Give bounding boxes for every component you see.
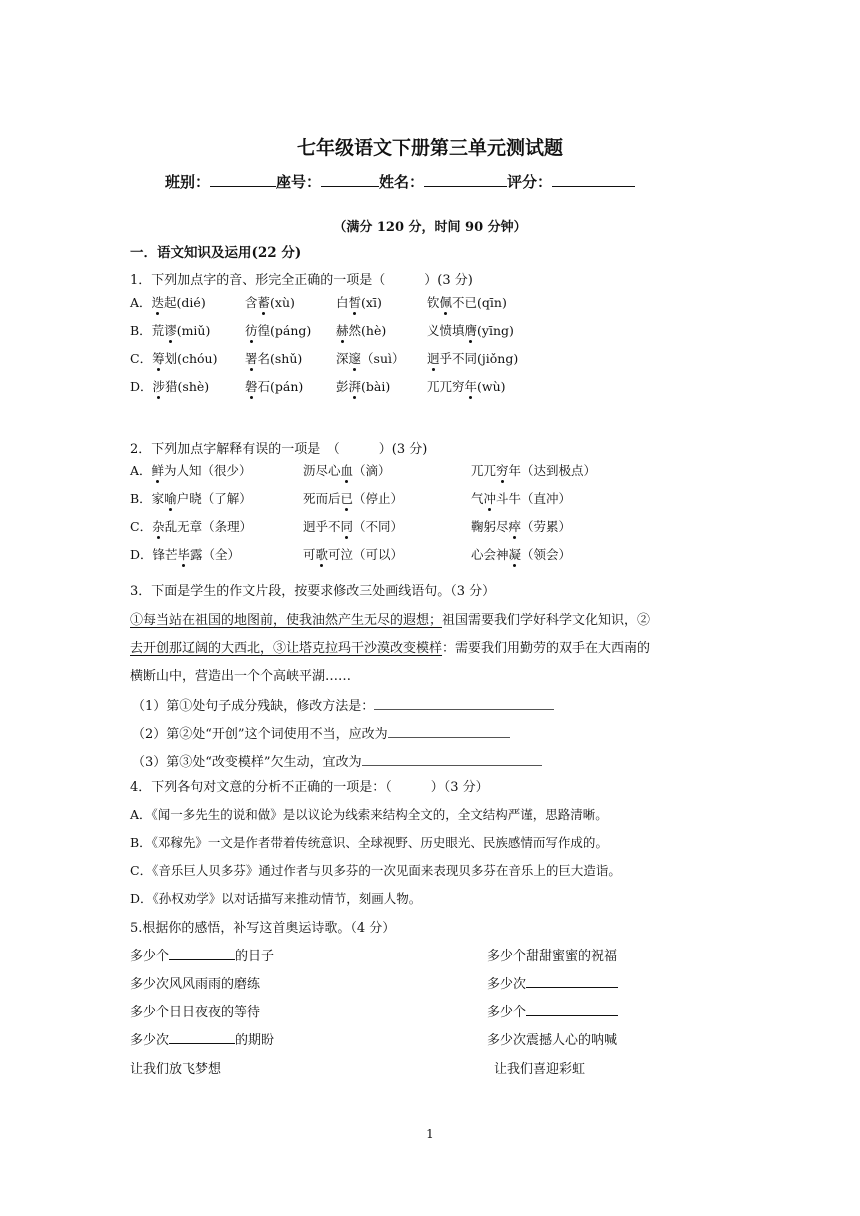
subquestion-text: （2）第②处“开创”这个词使用不当，应改为 [132,727,388,742]
emphasized-character: 筹 [152,351,165,366]
option-text: A． [130,295,152,310]
option-text: 为人知（很少） [164,463,252,478]
poem-right-line-3 [487,1001,618,1020]
emphasized-character: 毕 [177,547,191,562]
subquestion-text: （3）第③处“改变模样”欠生动，宜改为 [132,755,362,770]
emphasized-character: 年 [464,379,478,394]
question-1-stem: 1．下列加点字的音、形完全正确的一项是（ ）(3 分) [130,273,473,288]
emphasized-character: 瘁 [508,519,522,534]
option-text: D．锋芒 [130,547,178,562]
option-text: 鞠躬尽 [471,519,509,534]
passage-line-3: 横断山中，营造出一个个高峡平湖…… [130,669,352,684]
emphasized-character: 同 [340,519,354,534]
question-1-option-b-item-4 [427,321,514,339]
seat-label: 座号： [276,173,322,191]
underlined-sentence-1: ①每当站在祖国的地图前，使我油然产生无尽的遐想； [130,613,443,628]
question-2-option-d-item-2 [303,545,403,563]
score-label: 评分： [507,173,553,191]
question-4-option-a: A．《闻一多先生的说和做》是以议论为线索来结构全文的，全文结构严谨，思路清晰。 [130,807,608,822]
question-1-option-a-item-1 [130,293,206,311]
question-1-option-c-item-2 [245,349,302,367]
poem-right-line-5: 让我们喜迎彩虹 [494,1062,586,1077]
question-2-option-b-item-2 [303,489,403,507]
question-2-option-b-item-1 [130,489,252,507]
emphasized-character: 蓄 [257,295,271,310]
question-1-option-c-item-4 [427,349,518,367]
option-text: (xī) [361,295,382,310]
question-4-stem: 4．下列各句对文意的分析不正确的一项是：（ ）（3 分） [130,780,489,795]
option-text: 彭 [336,379,349,394]
emphasized-character: 已 [340,491,354,506]
option-text: (yīng) [477,323,514,338]
option-text: 迥乎不 [303,519,341,534]
poem-blank-1[interactable] [169,945,235,960]
poem-left-line-5: 让我们放飞梦想 [130,1062,222,1077]
option-text: 深 [336,351,349,366]
option-text: C． [130,519,153,534]
name-label: 姓名： [379,173,425,191]
poem-blank-3[interactable] [526,973,618,988]
poem-text: 的日子 [235,949,275,964]
option-text: 起(dié) [164,295,206,310]
option-text: 徨(páng) [257,323,312,338]
option-text: 死而后 [303,491,341,506]
question-1-option-d-item-1 [130,377,209,395]
option-text: 户晓（了解） [176,491,252,506]
poem-text: 多少次 [130,1033,170,1048]
question-2-option-c-item-1 [130,517,252,535]
subquestion-1 [132,695,554,714]
option-text: 乎不同(jiǒng) [439,351,519,366]
option-text: A． [130,463,152,478]
question-1-option-a-item-3 [336,293,382,311]
option-text: 猎(shè) [165,379,210,394]
emphasized-character: 磐 [245,379,258,394]
option-text: (miǔ) [176,323,211,338]
question-1-option-b-item-2 [245,321,311,339]
question-1-option-d-item-3 [336,377,390,395]
emphasized-character: 鲜 [151,463,165,478]
question-2-option-c-item-2 [303,517,403,535]
option-text: 露（全） [190,547,241,562]
question-2-option-c-item-3 [471,517,571,535]
emphasized-character: 彷 [245,323,258,338]
option-text: 白 [336,295,349,310]
poem-left-line-4 [130,1029,274,1048]
option-text: 兀兀穷 [427,379,465,394]
option-text: D． [130,379,153,394]
option-text: （suì） [361,351,405,366]
emphasized-character: 凝 [508,547,522,562]
page-number: 1 [426,1127,434,1141]
option-text: （领会） [521,547,572,562]
question-2-stem: 2．下列加点字解释有误的一项是 （ ）(3 分) [130,442,428,457]
option-text: （停止） [353,491,404,506]
passage-text: ：需要我们用勤劳的双手在大西南的 [442,641,651,656]
poem-text: 多少个 [130,949,170,964]
option-text: 气 [471,491,484,506]
option-text: C． [130,351,153,366]
emphasized-character: 署 [245,351,258,366]
poem-right-line-2 [487,973,618,992]
option-text: 不已(qīn) [452,295,507,310]
option-text: 划(chóu) [164,351,218,366]
emphasized-character: 湃 [348,379,362,394]
subquestion-3 [132,751,542,770]
underlined-sentence-3: ③让塔克拉玛干沙漠改变模样 [273,641,443,656]
question-1-option-a-item-4 [427,293,507,311]
emphasized-character: 皙 [348,295,362,310]
option-text: 名(shǔ) [257,351,303,366]
poem-text: 多少个 [487,1005,527,1020]
option-text: 心会神 [471,547,509,562]
class-label: 班别： [165,173,211,191]
question-2-option-a-item-1 [130,461,252,479]
subquestion-text: （1）第①处句子成分残缺，修改方法是： [132,699,375,714]
passage-text: 祖国需要我们学好科学文化知识，② [442,613,651,628]
question-2-option-d-item-1 [130,545,240,563]
option-text: 年（达到极点） [508,463,597,478]
option-text: 含 [245,295,258,310]
poem-right-line-4: 多少次震撼人心的呐喊 [487,1033,618,1048]
question-1-option-d-item-4 [427,377,506,395]
option-text: 然(hè) [348,323,387,338]
emphasized-character: 邃 [348,351,362,366]
option-text: 钦 [427,295,440,310]
emphasized-character: 佩 [439,295,453,310]
option-text: 可泣（可以） [328,547,404,562]
option-text: 兀兀 [471,463,497,478]
option-text: （滴） [353,463,391,478]
option-text: B．荒 [130,323,165,338]
poem-left-line-3: 多少个日日夜夜的等待 [130,1005,261,1020]
score-note: （满分 120 分，时间 90 分钟） [333,220,527,235]
question-1-option-c-item-3 [336,349,405,367]
student-info-line [165,171,635,192]
question-2-option-d-item-3 [471,545,571,563]
option-text: B．家 [130,491,165,506]
score-blank[interactable] [552,172,635,187]
name-blank[interactable] [424,172,507,187]
poem-text: 的期盼 [235,1033,275,1048]
question-4-option-d: D．《孙权劝学》以对话描写来推动情节，刻画人物。 [130,891,422,906]
emphasized-character: 赫 [336,323,349,338]
answer-blank-2[interactable] [388,725,510,738]
question-3-stem: 3．下面是学生的作文片段，按要求修改三处画线语句。（3 分） [130,584,496,599]
passage-line-1 [130,609,650,628]
emphasized-character: 穷 [496,463,509,478]
underlined-sentence-2: 去开创那辽阔的大西北， [130,641,274,656]
page-title: 七年级语文下册第三单元测试题 [296,137,563,159]
answer-blank-1[interactable] [374,697,554,710]
emphasized-character: 涉 [152,379,166,394]
subquestion-2 [132,723,510,742]
answer-blank-3[interactable] [362,753,542,766]
emphasized-character: 迥 [427,351,440,366]
emphasized-character: 歌 [315,547,329,562]
option-text: 乱无章（条理） [164,519,253,534]
emphasized-character: 膺 [464,323,478,338]
question-2-option-a-item-3 [471,461,596,479]
poem-blank-4[interactable] [526,1001,618,1016]
emphasized-character: 血 [340,463,354,478]
seat-blank[interactable] [321,172,379,187]
passage-line-2 [130,637,650,656]
poem-right-line-1: 多少个甜甜蜜蜜的祝福 [487,949,618,964]
option-text: （劳累） [521,519,572,534]
question-4-option-b: B．《邓稼先》一文是作者带着传统意识、全球视野、历史眼光、民族感情而写作成的。 [130,835,608,850]
question-1-option-a-item-2 [245,293,295,311]
question-5-stem: 5.根据你的感悟，补写这首奥运诗歌。（4 分） [130,921,396,936]
question-1-option-b-item-3 [336,321,386,339]
option-text: (xù) [270,295,295,310]
option-text: 可 [303,547,316,562]
question-1-option-b-item-1 [130,321,210,339]
option-text: (bài) [361,379,391,394]
emphasized-character: 迭 [151,295,165,310]
poem-text: 多少次 [487,977,527,992]
option-text: 沥尽心 [303,463,341,478]
question-2-option-a-item-2 [303,461,391,479]
option-text: 石(pán) [257,379,304,394]
question-4-option-c: C．《音乐巨人贝多芬》通过作者与贝多芬的一次见面来表现贝多芬在音乐上的巨大造诣。 [130,863,621,878]
question-2-option-b-item-3 [471,489,571,507]
question-1-option-d-item-2 [245,377,303,395]
emphasized-character: 杂 [152,519,165,534]
poem-left-line-1 [130,945,274,964]
section-heading: 一．语文知识及运用(22 分) [130,245,302,261]
emphasized-character: 喻 [164,491,177,506]
option-text: （不同） [353,519,404,534]
class-blank[interactable] [210,172,276,187]
option-text: (wù) [477,379,506,394]
emphasized-character: 谬 [164,323,177,338]
poem-blank-2[interactable] [169,1029,235,1044]
option-text: 义愤填 [427,323,465,338]
option-text: 斗牛（直冲） [496,491,572,506]
emphasized-character: 冲 [483,491,497,506]
question-1-option-c-item-1 [130,349,217,367]
poem-left-line-2: 多少次风风雨雨的磨练 [130,977,261,992]
